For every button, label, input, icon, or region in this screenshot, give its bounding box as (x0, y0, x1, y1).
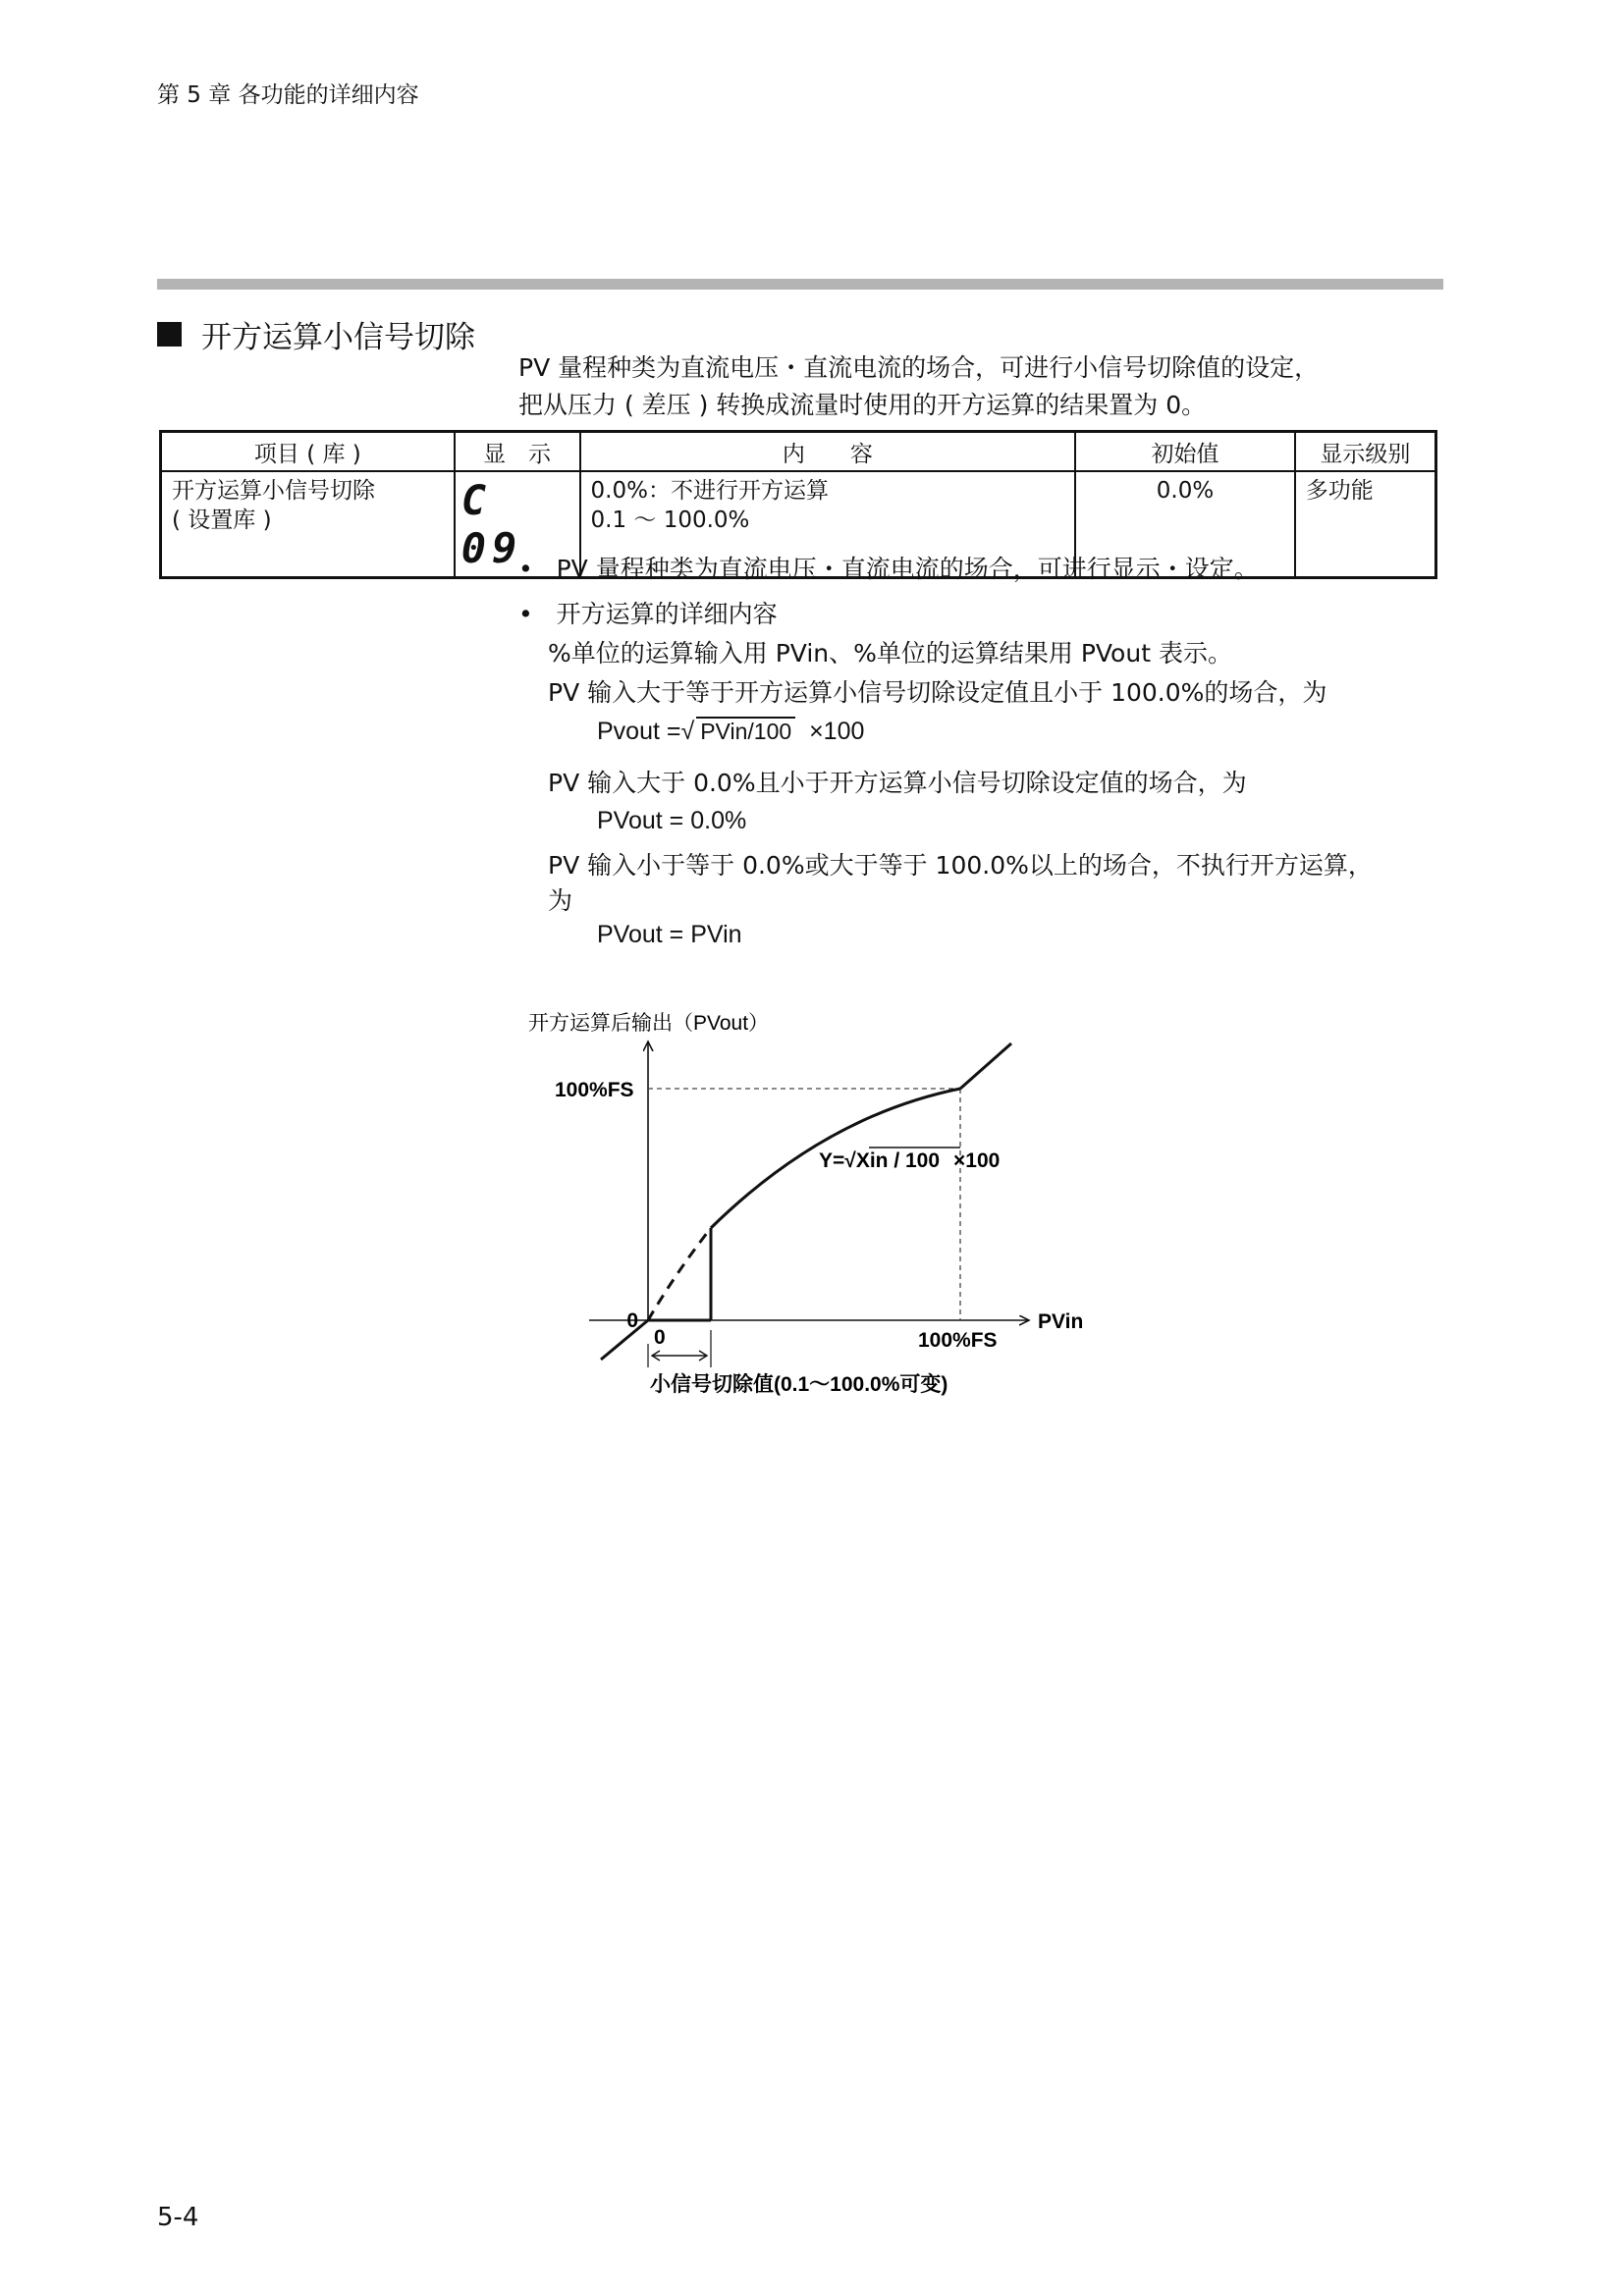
origin-y-label: 0 (626, 1309, 638, 1332)
chapter-header: 第 5 章 各功能的详细内容 (157, 82, 419, 108)
intro-line: 把从压力 ( 差压 ) 转换成流量时使用的开方运算的结果置为 0。 (518, 391, 1207, 419)
y-axis-label: 开方运算后输出（PVout） (528, 1012, 770, 1035)
formula-zero: PVout = 0.0% (597, 807, 747, 834)
note-line: PV 输入小于等于 0.0%或大于等于 100.0%以上的场合，不执行开方运算， (548, 851, 1373, 880)
note-line: 为 (548, 886, 573, 915)
bullet-item: • 开方运算的详细内容 (518, 600, 778, 628)
square-bullet-icon (157, 322, 182, 347)
col-header-display: 显 示 (455, 432, 580, 472)
bullet-item: • PV 量程种类为直流电压・直流电流的场合，可进行显示・设定。 (518, 555, 1259, 583)
content-line: 0.1 ～ 100.0% (590, 507, 750, 533)
x-tick-label: 100%FS (918, 1329, 998, 1352)
section-title: 开方运算小信号切除 (201, 320, 475, 355)
bullet-dot-icon: • (518, 600, 557, 628)
initial-value: 0.0% (1156, 478, 1215, 504)
section-heading (157, 312, 475, 356)
content-line: 0.0%：不进行开方运算 (590, 478, 829, 504)
col-header-item: 项目 ( 库 ) (161, 432, 455, 472)
section-intro (518, 349, 1451, 424)
page-number: 5-4 (157, 2203, 199, 2232)
overrange-passthrough-line (960, 1043, 1011, 1089)
formula-radicand: PVin/100 (696, 717, 795, 745)
formula-sqrt: Pvout =√ PVin/100 ×100 (597, 718, 865, 745)
segment-display: C 09 (460, 476, 523, 572)
sqrt-cutoff-graph (511, 996, 1119, 1409)
col-header-level: 显示级别 (1295, 432, 1436, 472)
item-name: 开方运算小信号切除 (172, 478, 375, 504)
curve-formula-label: Y=√Xin / 100 ×100 (819, 1149, 1001, 1172)
cell-item (161, 471, 455, 578)
y-tick-label: 100%FS (555, 1079, 634, 1101)
section-divider (157, 279, 1443, 290)
note-line: %单位的运算输入用 PVin、%单位的运算结果用 PVout 表示。 (548, 639, 1232, 667)
note-line: PV 输入大于等于开方运算小信号切除设定值且小于 100.0%的场合，为 (548, 678, 1327, 707)
note-line: PV 输入大于 0.0%且小于开方运算小信号切除设定值的场合，为 (548, 769, 1247, 797)
intro-line: PV 量程种类为直流电压・直流电流的场合，可进行小信号切除值的设定， (518, 353, 1320, 382)
col-header-content: 内 容 (580, 432, 1076, 472)
formula-passthrough: PVout = PVin (597, 921, 742, 948)
suppressed-curve (648, 1228, 711, 1320)
cell-level (1295, 471, 1436, 578)
display-level: 多功能 (1305, 478, 1374, 504)
item-bank: ( 设置库 ) (172, 507, 272, 533)
origin-x-label: 0 (654, 1326, 666, 1349)
bullet-dot-icon: • (518, 555, 557, 583)
negative-passthrough-line (601, 1320, 648, 1360)
x-axis-label: PVin (1038, 1310, 1084, 1333)
col-header-initial: 初始值 (1075, 432, 1295, 472)
cutoff-label: 小信号切除值(0.1～100.0%可变) (650, 1373, 948, 1396)
table-header-row (161, 432, 1436, 472)
